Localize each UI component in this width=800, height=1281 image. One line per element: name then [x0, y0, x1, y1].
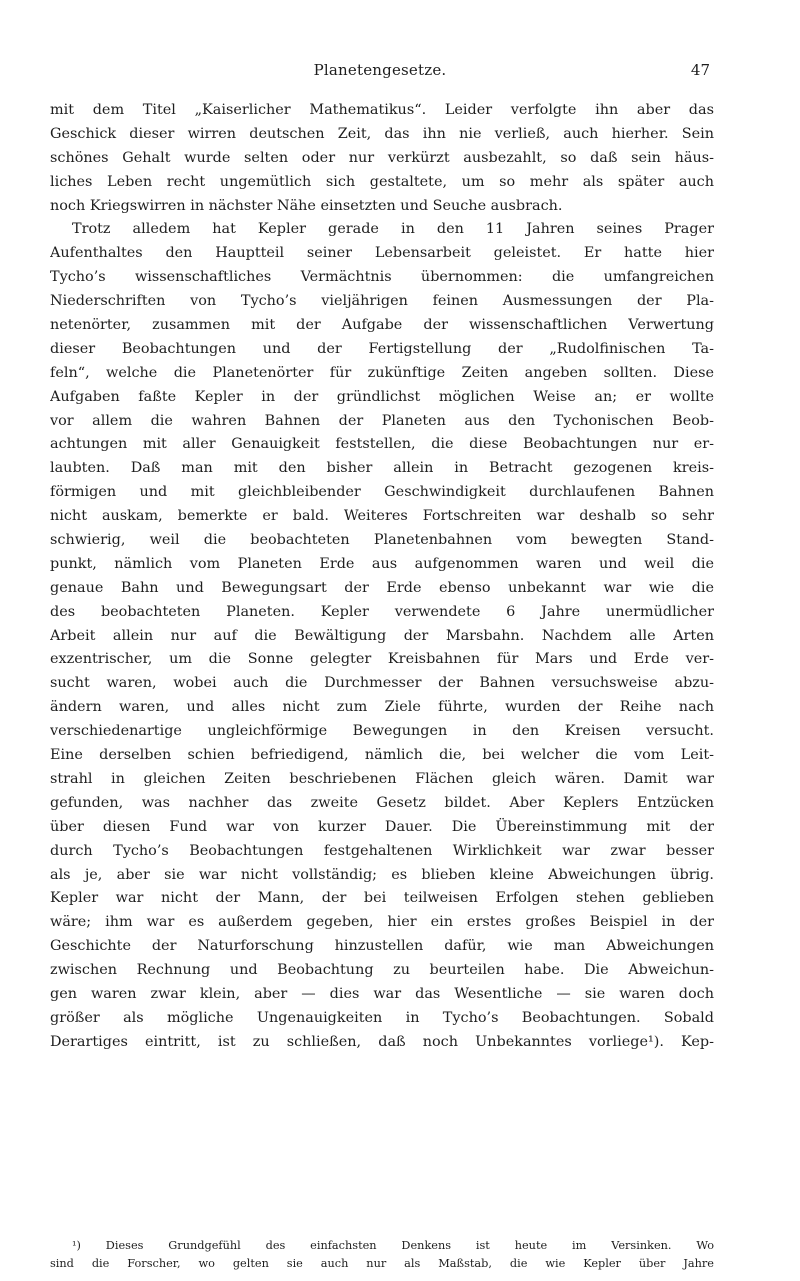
text-line: Trotz alledem hat Kepler gerade in den 11 Jahren seines Prager	[72, 221, 714, 238]
text-line: schönes Gehalt wurde selten oder nur verkürzt ausbezahlt, so daß sein häus-	[50, 149, 714, 166]
footnote-line: ¹) Dieses Grundgefühl des einfachsten Denkens ist heute im Versinken. Wo	[72, 1239, 714, 1252]
text-line: netenörter, zusammen mit der Aufgabe der wissenschaftlichen Verwertung	[50, 317, 714, 334]
text-line: mit dem Titel „Kaiserlicher Mathematikus“. Leider verfolgte ihn aber das	[50, 102, 714, 118]
text-line: dieser Beobachtungen und der Fertigstellung der „Rudolfinischen Ta-	[50, 340, 714, 357]
page-number: 47	[690, 61, 710, 79]
text-line: laubten. Daß man mit den bisher allein in Betracht gezogenen kreis-	[50, 460, 714, 477]
footnotes	[50, 1237, 714, 1272]
text-line: durch Tycho’s Beobachtungen festgehaltenen Wirklichkeit war zwar besser	[50, 842, 714, 859]
text-line: sucht waren, wobei auch die Durchmesser der Bahnen versuchsweise abzu-	[50, 675, 714, 692]
text-line: förmigen und mit gleichbleibender Geschwindigkeit durchlaufenen Bahnen	[50, 484, 714, 501]
text-line: Arbeit allein nur auf die Bewältigung der Marsbahn. Nachdem alle Arten	[50, 627, 714, 644]
text-line: nicht auskam, bemerkte er bald. Weiteres Fortschreiten war deshalb so sehr	[50, 508, 714, 525]
text-line: Niederschriften von Tycho’s vieljährigen feinen Ausmessungen der Pla-	[50, 293, 714, 310]
text-line: noch Kriegswirren in nächster Nähe einsetzten und Seuche ausbrach.	[50, 197, 563, 214]
text-line: vor allem die wahren Bahnen der Planeten aus den Tychonischen Beob-	[50, 412, 714, 429]
text-line: größer als mögliche Ungenauigkeiten in Tycho’s Beobachtungen. Sobald	[50, 1009, 714, 1026]
text-line: Eine derselben schien befriedigend, nämlich die, bei welcher die vom Leit-	[50, 747, 714, 764]
text-line: Derartiges eintritt, ist zu schließen, daß noch Unbekanntes vorliege¹). Kep-	[50, 1033, 714, 1050]
text-line: ändern waren, und alles nicht zum Ziele führte, wurden der Reihe nach	[50, 699, 714, 716]
text-line: über diesen Fund war von kurzer Dauer. Die Übereinstimmung mit der	[50, 818, 714, 835]
text-line: des beobachteten Planeten. Kepler verwendete 6 Jahre unermüdlicher	[50, 603, 714, 620]
running-head	[50, 60, 710, 84]
text-line: Aufenthaltes den Hauptteil seiner Lebensarbeit geleistet. Er hatte hier	[50, 245, 714, 262]
text-line: genaue Bahn und Bewegungsart der Erde ebenso unbekannt war wie die	[50, 579, 714, 596]
text-line: Tycho’s wissenschaftliches Vermächtnis übernommen: die umfangreichen	[50, 269, 714, 286]
text-line: wäre; ihm war es außerdem gegeben, hier ein erstes großes Beispiel in der	[50, 914, 714, 931]
text-line: zwischen Rechnung und Beobachtung zu beurteilen habe. Die Abweichun-	[50, 962, 714, 979]
text-line: schwierig, weil die beobachteten Planetenbahnen vom bewegten Stand-	[50, 532, 714, 549]
text-line: Kepler war nicht der Mann, der bei teilweisen Erfolgen stehen geblieben	[50, 890, 714, 907]
text-line: liches Leben recht ungemütlich sich gestaltete, um so mehr als später auch	[50, 173, 714, 190]
text-line: strahl in gleichen Zeiten beschriebenen Flächen gleich wären. Damit war	[50, 770, 714, 787]
text-line: gen waren zwar klein, aber — dies war das Wesentliche — sie waren doch	[50, 985, 714, 1002]
text-line: gefunden, was nachher das zweite Gesetz bildet. Aber Keplers Entzücken	[50, 794, 714, 811]
text-line: achtungen mit aller Genauigkeit feststellen, die diese Beobachtungen nur er-	[50, 436, 714, 453]
text-line: Geschick dieser wirren deutschen Zeit, das ihn nie verließ, auch hierher. Sein	[50, 125, 714, 142]
text-line: exzentrischer, um die Sonne gelegter Kreisbahnen für Mars und Erde ver-	[50, 651, 714, 668]
running-title: Planetengesetze.	[313, 61, 447, 79]
text-line: Geschichte der Naturforschung hinzustellen dafür, wie man Abweichungen	[50, 938, 714, 955]
text-line: als je, aber sie war nicht vollständig; es blieben kleine Abweichungen übrig.	[50, 866, 714, 883]
text-line: verschiedenartige ungleichförmige Bewegungen in den Kreisen versucht.	[50, 723, 714, 740]
body-text	[50, 99, 714, 1055]
footnote-line: sind die Forscher, wo gelten sie auch nur als Maßstab, die wie Kepler über Jahre	[50, 1256, 714, 1270]
text-line: feln“, welche die Planetenörter für zukünftige Zeiten angeben sollten. Diese	[50, 364, 714, 381]
text-line: punkt, nämlich vom Planeten Erde aus aufgenommen waren und weil die	[50, 555, 714, 572]
text-line: Aufgaben faßte Kepler in der gründlichst möglichen Weise an; er wollte	[50, 388, 714, 405]
